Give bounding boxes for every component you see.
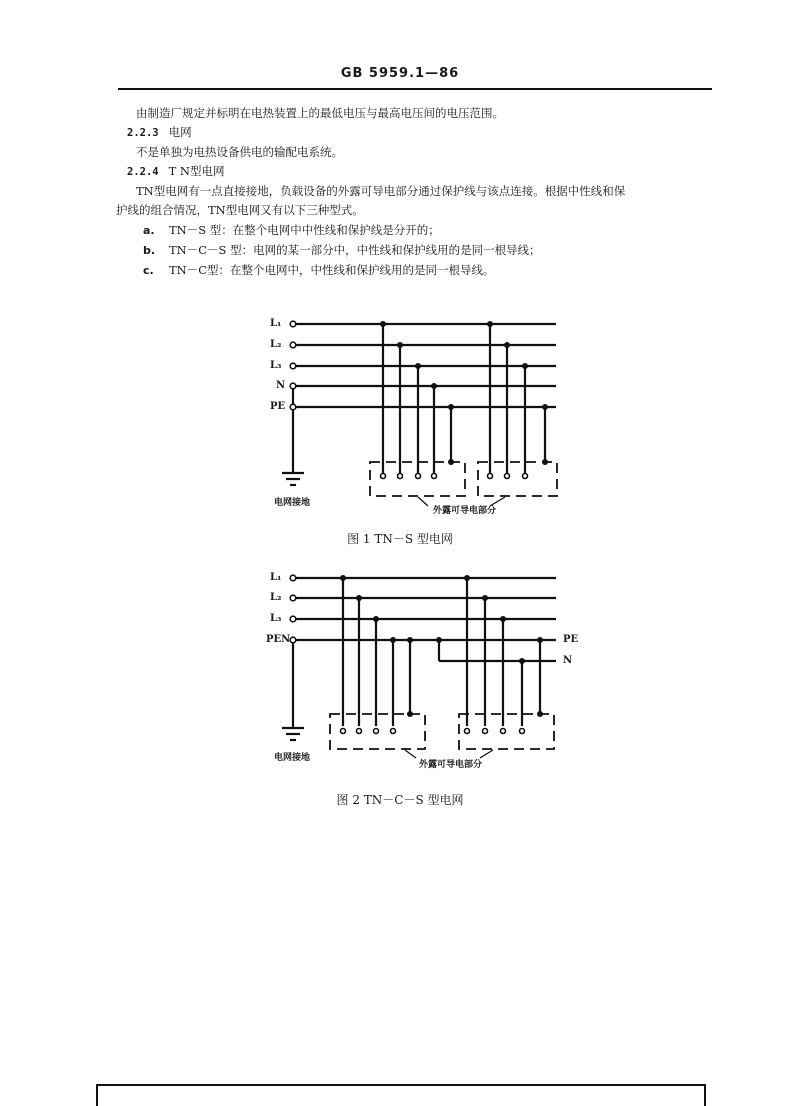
section-title: 电网 [168, 125, 192, 139]
list-text: TN－S 型：在整个电网中中性线和保护线是分开的； [169, 223, 440, 237]
figure-2-caption: 图 2 TN－C－S 型电网 [336, 793, 464, 807]
conductor-label-n: N [276, 380, 286, 391]
ground-label: 电网接地 [274, 753, 311, 763]
figure-1-caption: 图 1 TN－S 型电网 [347, 532, 453, 546]
bottom-frame [96, 1084, 706, 1106]
section-number: 2.2.3 [127, 127, 159, 139]
section-text: 不是单独为电热设备供电的输配电系统。 [136, 145, 343, 159]
conductor-label-pe: PE [270, 401, 286, 412]
section-title: T N型电网 [168, 164, 225, 178]
list-text: TN－C－S 型：电网的某一部分中，中性线和保护线用的是同一根导线； [169, 243, 541, 257]
list-label: c. [143, 264, 154, 277]
conductor-label-pen: PEN [266, 634, 291, 645]
list-label: b. [143, 244, 156, 257]
right-label-pe: PE [563, 634, 579, 645]
conductor-label-l3: L₃ [270, 360, 282, 371]
list-label: a. [143, 224, 155, 237]
right-label-n: N [563, 655, 573, 666]
list-text: TN－C型：在整个电网中，中性线和保护线用的是同一根导线。 [169, 263, 495, 277]
conductor-label-l3: L₃ [270, 613, 282, 624]
exposed-parts-label: 外露可导电部分 [419, 760, 483, 770]
section-text: 护线的组合情况，TN型电网又有以下三种型式。 [116, 203, 364, 217]
document-header: GB 5959.1—86 [340, 66, 460, 81]
ground-label: 电网接地 [274, 498, 311, 508]
section-number: 2.2.4 [127, 166, 159, 178]
conductor-label-l2: L₂ [270, 339, 282, 350]
exposed-parts-label: 外露可导电部分 [433, 506, 497, 516]
conductor-label-l1: L₁ [270, 318, 282, 329]
intro-line: 由制造厂规定并标明在电热装置上的最低电压与最高电压间的电压范围。 [136, 106, 504, 120]
conductor-label-l1: L₁ [270, 572, 282, 583]
conductor-label-l2: L₂ [270, 592, 282, 603]
section-text: TN型电网有一点直接接地，负载设备的外露可导电部分通过保护线与该点连接。根据中性线和保 [136, 184, 626, 198]
